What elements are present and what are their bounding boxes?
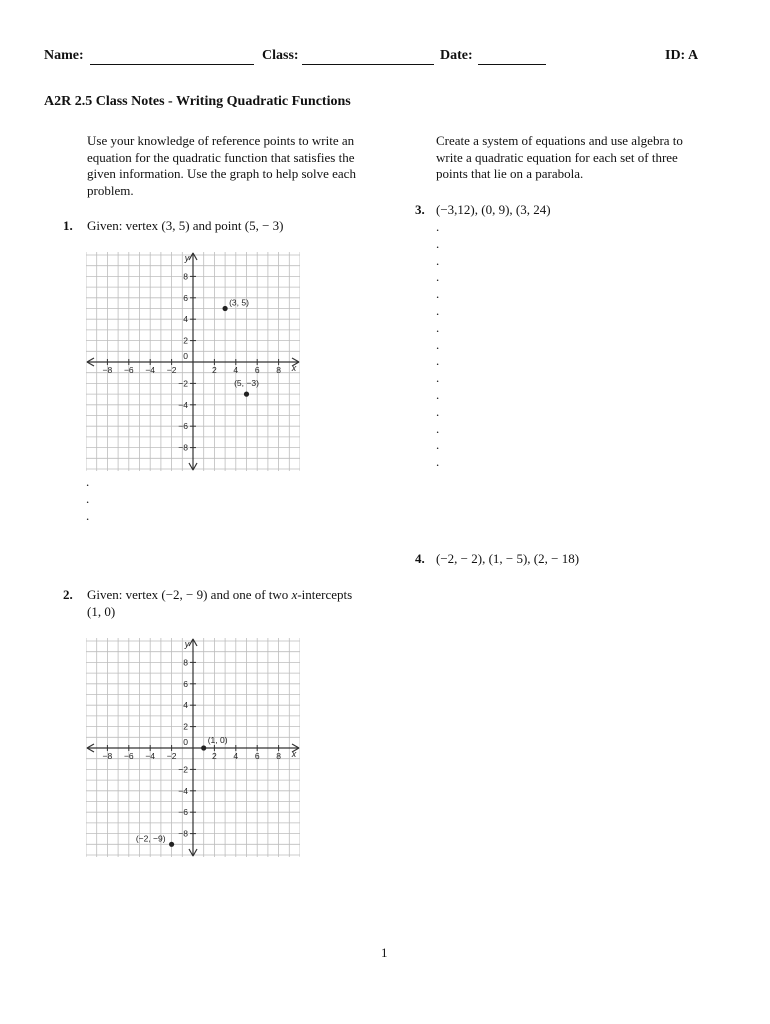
point-marker (223, 306, 228, 311)
x-axis-label: x (291, 749, 297, 759)
x-tick-label: −4 (145, 751, 156, 761)
y-axis-label: y (184, 253, 190, 263)
x-tick-label: 2 (212, 751, 217, 761)
instruction-line: Create a system of equations and use algebra to (436, 133, 683, 148)
dot: . (436, 403, 440, 419)
origin-label: 0 (183, 351, 188, 361)
date-label: Date: (440, 48, 473, 63)
dot: . (86, 507, 90, 523)
y-tick-label: 8 (183, 657, 188, 668)
y-tick-label: −6 (178, 807, 188, 818)
dot: . (436, 420, 440, 436)
problem-4-number: 4. (415, 551, 425, 566)
dot: . (436, 302, 440, 318)
instruction-line: Use your knowledge of reference points to write an (87, 133, 355, 148)
problem-2-number: 2. (63, 587, 73, 602)
y-axis-label: y (184, 639, 190, 649)
y-tick-label: −4 (178, 399, 188, 410)
instruction-line: given information. Use the graph to help solve each (87, 166, 356, 181)
name-label: Name: (44, 48, 84, 63)
problem-2-text-a: Given: vertex (−2, − 9) and one of two (87, 587, 292, 602)
graph-2 (86, 636, 300, 858)
y-tick-label: 6 (183, 678, 188, 689)
graph-1 (86, 250, 300, 472)
y-tick-label: −8 (178, 828, 188, 839)
y-tick-label: 2 (183, 721, 188, 732)
page-title: A2R 2.5 Class Notes - Writing Quadratic Functions (44, 94, 351, 109)
page-number: 1 (381, 945, 388, 960)
problem-2-variable: x (291, 587, 298, 602)
y-tick-label: −2 (178, 378, 188, 389)
x-tick-label: 4 (233, 751, 239, 761)
dot: . (436, 286, 440, 302)
x-tick-label: −6 (123, 751, 134, 761)
problem-2-text (87, 587, 352, 620)
x-axis-label: x (291, 363, 297, 373)
instruction-line: points that lie on a parabola. (436, 166, 584, 181)
y-tick-label: 2 (183, 335, 188, 346)
problem-3-number: 3. (415, 202, 425, 217)
y-tick-label: 4 (183, 700, 188, 711)
name-blank[interactable] (90, 64, 254, 65)
x-tick-label: −2 (166, 751, 177, 761)
dot: . (436, 336, 440, 352)
class-label: Class: (262, 48, 299, 63)
problem-2-line-2: (1, 0) (87, 603, 116, 619)
instruction-line: write a quadratic equation for each set of three (436, 149, 678, 165)
x-tick-label: −4 (145, 365, 156, 375)
dot: . (86, 490, 90, 506)
problem-1-text: Given: vertex (3, 5) and point (5, − 3) (87, 218, 284, 233)
y-tick-label: −8 (178, 442, 188, 453)
blank-dots-3 (436, 219, 439, 471)
right-instructions (436, 133, 683, 183)
problem-2-text-b: -intercepts (297, 587, 353, 602)
dot: . (436, 386, 440, 402)
instruction-line: equation for the quadratic function that satisfies the (87, 149, 355, 165)
y-tick-label: −2 (178, 764, 188, 775)
y-tick-label: −6 (178, 421, 188, 432)
point-marker (244, 392, 249, 397)
point-marker (201, 745, 206, 750)
dot: . (436, 219, 440, 234)
dot: . (436, 235, 440, 251)
y-tick-label: −4 (178, 785, 188, 796)
dot: . (436, 353, 440, 369)
dot: . (436, 437, 440, 453)
x-tick-label: 8 (276, 751, 281, 761)
x-tick-label: 4 (233, 365, 239, 375)
problem-4-text: (−2, − 2), (1, − 5), (2, − 18) (436, 551, 580, 566)
id-label: ID: A (665, 48, 699, 63)
dot: . (436, 454, 440, 470)
problem-2-line-1 (87, 587, 352, 604)
dot: . (86, 474, 90, 489)
x-tick-label: −8 (102, 751, 113, 761)
point-label: (−2, −9) (135, 833, 166, 844)
problem-1-number: 1. (63, 218, 73, 233)
y-tick-label: 8 (183, 271, 188, 282)
point-marker (169, 842, 174, 847)
dot: . (436, 319, 440, 335)
date-blank[interactable] (478, 64, 546, 65)
x-tick-label: −8 (102, 365, 113, 375)
x-tick-label: 6 (254, 365, 260, 375)
point-label: (1, 0) (207, 735, 228, 745)
blank-dots-1 (86, 474, 89, 524)
dot: . (436, 370, 440, 386)
y-tick-label: 4 (183, 314, 188, 325)
x-tick-label: 6 (254, 751, 260, 761)
y-tick-label: 6 (183, 292, 188, 303)
instruction-line: problem. (87, 182, 134, 198)
dot: . (436, 252, 440, 268)
problem-3-text: (−3,12), (0, 9), (3, 24) (436, 202, 551, 217)
point-label: (5, −3) (234, 378, 259, 389)
origin-label: 0 (183, 737, 188, 747)
x-tick-label: 2 (212, 365, 217, 375)
x-tick-label: −2 (166, 365, 177, 375)
point-label: (3, 5) (229, 297, 249, 308)
x-tick-label: 8 (276, 365, 281, 375)
left-instructions (87, 133, 356, 199)
x-tick-label: −6 (123, 365, 134, 375)
class-blank[interactable] (302, 64, 434, 65)
dot: . (436, 269, 440, 285)
